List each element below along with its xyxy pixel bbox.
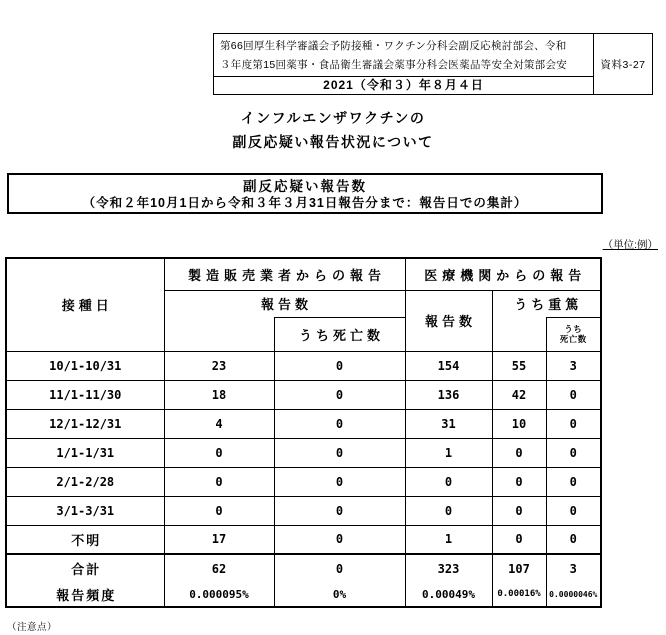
table-row <box>6 467 601 496</box>
medical-group-header: 医療機関からの報告 <box>405 258 601 290</box>
manufacturer-count-cell: 0 <box>164 438 274 467</box>
meeting-date: 2021（令和３）年８月４日 <box>214 76 593 94</box>
table-row <box>6 409 601 438</box>
table-row <box>6 380 601 409</box>
total-label-cell: 合計 <box>6 554 164 582</box>
report-table-container <box>5 257 602 608</box>
medical-death-cell: 0 <box>546 438 601 467</box>
manufacturer-count-cell: 0 <box>164 467 274 496</box>
manufacturer-death-cell: 0 <box>274 525 405 554</box>
report-count-title: 副反応疑い報告数 <box>243 179 367 194</box>
medical-death-cell: 0 <box>546 409 601 438</box>
vaccination-period-cell: 12/1-12/31 <box>6 409 164 438</box>
total-manufacturer-count-cell: 62 <box>164 554 274 582</box>
meeting-info <box>214 34 594 94</box>
vaccination-period-cell: 3/1-3/31 <box>6 496 164 525</box>
report-table <box>5 257 602 608</box>
manufacturer-count-cell: 18 <box>164 380 274 409</box>
vaccination-period-cell: 11/1-11/30 <box>6 380 164 409</box>
committee-text <box>214 34 593 76</box>
medical-serious-cell: 0 <box>492 467 546 496</box>
medical-death-cell: 0 <box>546 380 601 409</box>
frequency-manufacturer-death-cell: 0% <box>274 582 405 607</box>
medical-death-cell: 0 <box>546 525 601 554</box>
page-title <box>0 106 666 154</box>
table-header-row-1 <box>6 258 601 290</box>
frequency-manufacturer-count-cell: 0.000095% <box>164 582 274 607</box>
total-manufacturer-death-cell: 0 <box>274 554 405 582</box>
medical-death-cell: 0 <box>546 496 601 525</box>
medical-count-cell: 1 <box>405 438 492 467</box>
vaccination-period-cell: 1/1-1/31 <box>6 438 164 467</box>
total-medical-serious-cell: 107 <box>492 554 546 582</box>
medical-serious-cell: 42 <box>492 380 546 409</box>
manufacturer-death-cell: 0 <box>274 409 405 438</box>
medical-death-cell: 3 <box>546 351 601 380</box>
document-number: 資料3-27 <box>600 58 646 71</box>
total-row <box>6 554 601 582</box>
medical-serious-cell: 0 <box>492 525 546 554</box>
page-title-line1: インフルエンザワクチンの <box>240 110 426 126</box>
medical-serious-cell: 0 <box>492 496 546 525</box>
page-title-line2: 副反応疑い報告状況について <box>232 134 434 150</box>
manufacturer-death-cell: 0 <box>274 380 405 409</box>
report-period: （令和２年10月1日から令和３年３月31日報告分まで：報告日での集計） <box>82 196 528 210</box>
medical-serious-spacer <box>492 317 546 351</box>
total-medical-count-cell: 323 <box>405 554 492 582</box>
table-row <box>6 496 601 525</box>
table-row <box>6 351 601 380</box>
manufacturer-count-cell: 0 <box>164 496 274 525</box>
committee-line2: ３年度第15回薬事・食品衛生審議会薬事分科会医薬品等安全対策部会安 <box>220 59 568 71</box>
medical-count-cell: 1 <box>405 525 492 554</box>
manufacturer-count-spacer <box>164 317 274 351</box>
manufacturer-count-cell: 4 <box>164 409 274 438</box>
medical-count-cell: 31 <box>405 409 492 438</box>
vaccination-period-cell: 不明 <box>6 525 164 554</box>
footnote: （注意点） <box>7 622 58 633</box>
frequency-label-cell: 報告頻度 <box>6 582 164 607</box>
manufacturer-death-header: うち死亡数 <box>274 317 405 351</box>
frequency-medical-death-cell: 0.0000046% <box>546 582 601 607</box>
medical-serious-cell: 10 <box>492 409 546 438</box>
medical-death-header: うち 死亡数 <box>546 317 601 351</box>
manufacturer-death-cell: 0 <box>274 467 405 496</box>
manufacturer-group-header: 製造販売業者からの報告 <box>164 258 405 290</box>
medical-count-cell: 0 <box>405 467 492 496</box>
vaccination-period-cell: 10/1-10/31 <box>6 351 164 380</box>
unit-label: （単位:例） <box>602 239 658 251</box>
manufacturer-count-header: 報告数 <box>164 290 405 317</box>
manufacturer-death-cell: 0 <box>274 496 405 525</box>
frequency-medical-serious-cell: 0.00016% <box>492 582 546 607</box>
medical-count-header: 報告数 <box>405 290 492 351</box>
vaccination-date-header: 接種日 <box>6 258 164 351</box>
table-row <box>6 438 601 467</box>
medical-count-cell: 154 <box>405 351 492 380</box>
meeting-header-box <box>213 33 653 95</box>
medical-death-cell: 0 <box>546 467 601 496</box>
manufacturer-death-cell: 0 <box>274 438 405 467</box>
manufacturer-count-cell: 17 <box>164 525 274 554</box>
table-row <box>6 525 601 554</box>
committee-line1: 第66回厚生科学審議会予防接種・ワクチン分科会副反応検討部会、令和 <box>220 40 567 52</box>
vaccination-period-cell: 2/1-2/28 <box>6 467 164 496</box>
medical-serious-cell: 55 <box>492 351 546 380</box>
medical-serious-header: うち重篤 <box>492 290 601 317</box>
medical-serious-cell: 0 <box>492 438 546 467</box>
frequency-medical-count-cell: 0.00049% <box>405 582 492 607</box>
medical-count-cell: 0 <box>405 496 492 525</box>
frequency-row <box>6 582 601 607</box>
manufacturer-death-cell: 0 <box>274 351 405 380</box>
manufacturer-count-cell: 23 <box>164 351 274 380</box>
report-count-box <box>7 173 603 214</box>
total-medical-death-cell: 3 <box>546 554 601 582</box>
medical-count-cell: 136 <box>405 380 492 409</box>
